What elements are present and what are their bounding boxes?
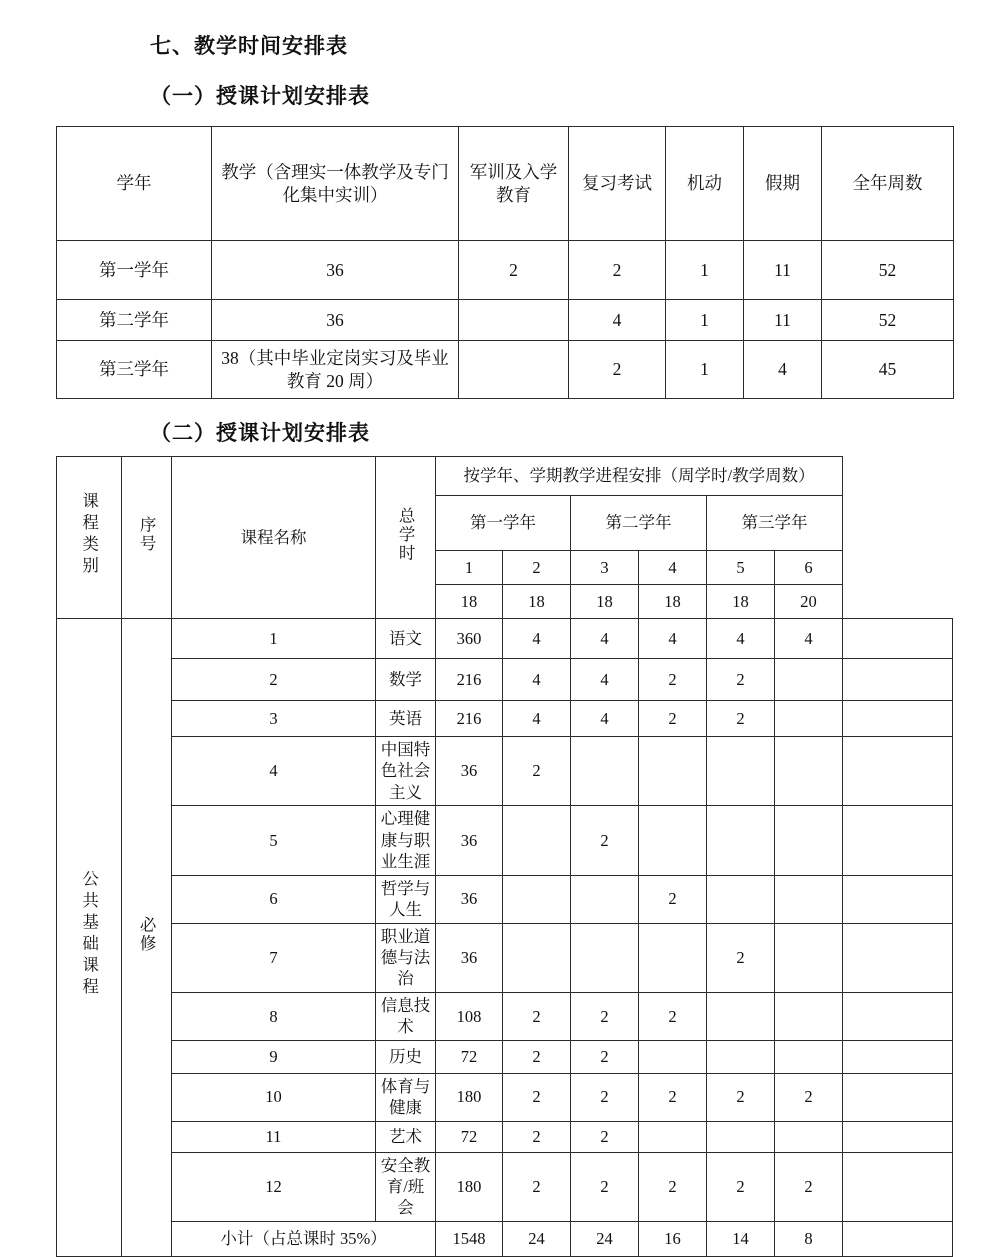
cell-s1 — [503, 875, 571, 923]
cell-s1: 2 — [503, 1040, 571, 1073]
header-review-exam: 复习考试 — [569, 127, 666, 241]
teaching-time-table — [56, 126, 954, 399]
course-subcategory-label: 必修 — [137, 916, 157, 954]
cell-index: 4 — [172, 737, 376, 806]
header-year-1: 第一学年 — [436, 496, 571, 551]
cell-course-name: 艺术 — [376, 1121, 436, 1152]
cell-vacation: 11 — [744, 241, 822, 300]
cell-total-weeks: 52 — [822, 241, 954, 300]
cell-s1: 4 — [503, 701, 571, 737]
cell-course-name: 数学 — [376, 659, 436, 701]
cell-s3: 2 — [639, 992, 707, 1040]
cell-s3: 2 — [639, 875, 707, 923]
header-weeks-6: 20 — [775, 585, 843, 619]
cell-teaching: 38（其中毕业定岗实习及毕业教育 20 周） — [212, 341, 459, 399]
cell-s2: 2 — [571, 1152, 639, 1221]
cell-s6 — [843, 923, 953, 992]
cell-index: 6 — [172, 875, 376, 923]
cell-course-name: 英语 — [376, 701, 436, 737]
cell-s1: 4 — [503, 659, 571, 701]
cell-s4 — [707, 992, 775, 1040]
cell-review: 2 — [569, 241, 666, 300]
cell-s6 — [843, 737, 953, 806]
cell-course-name: 心理健康与职业生涯 — [376, 806, 436, 875]
cell-vacation: 4 — [744, 341, 822, 399]
cell-s6 — [843, 806, 953, 875]
header-index-label: 序号 — [137, 516, 157, 554]
course-plan-table — [56, 456, 953, 1257]
cell-s5 — [775, 737, 843, 806]
header-course-name: 课程名称 — [172, 457, 376, 619]
cell-total-hours: 216 — [436, 701, 503, 737]
cell-review: 4 — [569, 300, 666, 341]
cell-course-name: 中国特色社会主义 — [376, 737, 436, 806]
table-subtotal-row — [57, 1221, 953, 1256]
table-row — [57, 701, 953, 737]
cell-course-name: 信息技术 — [376, 992, 436, 1040]
cell-s3: 2 — [639, 659, 707, 701]
cell-s5: 4 — [775, 619, 843, 659]
cell-s1: 2 — [503, 1121, 571, 1152]
header-total-weeks: 全年周数 — [822, 127, 954, 241]
cell-total-hours: 72 — [436, 1040, 503, 1073]
cell-s1: 2 — [503, 1152, 571, 1221]
cell-s5 — [775, 923, 843, 992]
cell-s5 — [775, 875, 843, 923]
table-row — [57, 1121, 953, 1152]
cell-course-name: 安全教育/班会 — [376, 1152, 436, 1221]
cell-s6 — [843, 1040, 953, 1073]
cell-total-hours: 36 — [436, 737, 503, 806]
cell-s2 — [571, 923, 639, 992]
cell-s3 — [639, 806, 707, 875]
subsection-heading-2: （二）授课计划安排表 — [150, 421, 370, 445]
cell-s1: 2 — [503, 992, 571, 1040]
cell-s4 — [707, 1121, 775, 1152]
cell-total-hours: 72 — [436, 1121, 503, 1152]
cell-index: 8 — [172, 992, 376, 1040]
cell-s1: 4 — [503, 619, 571, 659]
cell-total-hours: 180 — [436, 1073, 503, 1121]
cell-s4 — [707, 737, 775, 806]
cell-s2: 2 — [571, 806, 639, 875]
cell-s3 — [639, 1121, 707, 1152]
cell-s1: 2 — [503, 1073, 571, 1121]
table-header-row — [57, 127, 954, 241]
cell-index: 5 — [172, 806, 376, 875]
header-weeks-3: 18 — [571, 585, 639, 619]
header-teaching: 教学（含理实一体教学及专门化集中实训） — [212, 127, 459, 241]
cell-s4 — [707, 1040, 775, 1073]
cell-course-name: 职业道德与法治 — [376, 923, 436, 992]
cell-subtotal-s2: 24 — [571, 1221, 639, 1256]
cell-year: 第一学年 — [57, 241, 212, 300]
section-heading: 七、教学时间安排表 — [150, 34, 348, 58]
cell-s5: 2 — [775, 1152, 843, 1221]
cell-s1: 2 — [503, 737, 571, 806]
cell-teaching: 36 — [212, 241, 459, 300]
cell-s2 — [571, 737, 639, 806]
cell-s5 — [775, 1121, 843, 1152]
cell-s2 — [571, 875, 639, 923]
cell-s1 — [503, 923, 571, 992]
cell-military — [459, 341, 569, 399]
header-index — [122, 457, 172, 619]
cell-s6 — [843, 1152, 953, 1221]
cell-total-hours: 108 — [436, 992, 503, 1040]
cell-total-hours: 360 — [436, 619, 503, 659]
header-semester-1: 1 — [436, 551, 503, 585]
header-progress-group: 按学年、学期教学进程安排（周学时/教学周数） — [436, 457, 843, 496]
table-row — [57, 619, 953, 659]
cell-year: 第二学年 — [57, 300, 212, 341]
cell-s6 — [843, 701, 953, 737]
header-semester-5: 5 — [707, 551, 775, 585]
cell-total-hours: 216 — [436, 659, 503, 701]
cell-s4: 2 — [707, 701, 775, 737]
cell-s2: 4 — [571, 619, 639, 659]
header-semester-4: 4 — [639, 551, 707, 585]
cell-s5 — [775, 701, 843, 737]
cell-course-subcategory — [122, 619, 172, 1257]
cell-index: 12 — [172, 1152, 376, 1221]
header-year: 学年 — [57, 127, 212, 241]
cell-s2: 2 — [571, 1040, 639, 1073]
cell-subtotal-s5: 8 — [775, 1221, 843, 1256]
cell-index: 11 — [172, 1121, 376, 1152]
table-row — [57, 300, 954, 341]
cell-s5 — [775, 659, 843, 701]
cell-flexible: 1 — [666, 241, 744, 300]
cell-s4 — [707, 875, 775, 923]
cell-military — [459, 300, 569, 341]
header-year-3: 第三学年 — [707, 496, 843, 551]
cell-s4: 2 — [707, 923, 775, 992]
table-row — [57, 659, 953, 701]
cell-s5 — [775, 806, 843, 875]
cell-index: 10 — [172, 1073, 376, 1121]
cell-total-weeks: 52 — [822, 300, 954, 341]
cell-s3: 2 — [639, 1073, 707, 1121]
cell-index: 3 — [172, 701, 376, 737]
header-semester-3: 3 — [571, 551, 639, 585]
cell-year: 第三学年 — [57, 341, 212, 399]
table-row — [57, 875, 953, 923]
cell-s3 — [639, 923, 707, 992]
header-total-hours — [376, 457, 436, 619]
header-total-hours-label: 总学时 — [396, 507, 416, 563]
cell-index: 7 — [172, 923, 376, 992]
cell-index: 2 — [172, 659, 376, 701]
table-row — [57, 1152, 953, 1221]
cell-subtotal-s3: 16 — [639, 1221, 707, 1256]
header-course-category — [57, 457, 122, 619]
cell-s2: 4 — [571, 701, 639, 737]
cell-s3: 2 — [639, 701, 707, 737]
cell-s6 — [843, 1073, 953, 1121]
cell-s2: 2 — [571, 1073, 639, 1121]
cell-s5 — [775, 992, 843, 1040]
header-year-2: 第二学年 — [571, 496, 707, 551]
cell-s3 — [639, 1040, 707, 1073]
cell-total-hours: 36 — [436, 923, 503, 992]
cell-course-name: 体育与健康 — [376, 1073, 436, 1121]
header-weeks-1: 18 — [436, 585, 503, 619]
cell-course-name: 语文 — [376, 619, 436, 659]
cell-s6 — [843, 1121, 953, 1152]
table-row — [57, 923, 953, 992]
table-row — [57, 1040, 953, 1073]
table-row — [57, 341, 954, 399]
cell-index: 9 — [172, 1040, 376, 1073]
cell-s2: 4 — [571, 659, 639, 701]
cell-s5: 2 — [775, 1073, 843, 1121]
cell-s4 — [707, 806, 775, 875]
header-semester-2: 2 — [503, 551, 571, 585]
cell-s4: 2 — [707, 1152, 775, 1221]
cell-total-hours: 36 — [436, 875, 503, 923]
header-flexible: 机动 — [666, 127, 744, 241]
cell-s4: 2 — [707, 1073, 775, 1121]
header-military-training: 军训及入学教育 — [459, 127, 569, 241]
cell-teaching: 36 — [212, 300, 459, 341]
cell-s6 — [843, 875, 953, 923]
cell-s5 — [775, 1040, 843, 1073]
cell-s2: 2 — [571, 1121, 639, 1152]
table-row — [57, 241, 954, 300]
cell-total-weeks: 45 — [822, 341, 954, 399]
cell-subtotal-label: 小计（占总课时 35%） — [172, 1221, 436, 1256]
cell-subtotal-hours: 1548 — [436, 1221, 503, 1256]
header-weeks-5: 18 — [707, 585, 775, 619]
subsection-heading-1: （一）授课计划安排表 — [150, 84, 370, 108]
cell-subtotal-s4: 14 — [707, 1221, 775, 1256]
cell-course-name: 历史 — [376, 1040, 436, 1073]
cell-s4: 2 — [707, 659, 775, 701]
cell-s3: 4 — [639, 619, 707, 659]
cell-subtotal-s6 — [843, 1221, 953, 1256]
header-semester-6: 6 — [775, 551, 843, 585]
header-vacation: 假期 — [744, 127, 822, 241]
table-row — [57, 1073, 953, 1121]
cell-s4: 4 — [707, 619, 775, 659]
cell-s6 — [843, 619, 953, 659]
cell-subtotal-s1: 24 — [503, 1221, 571, 1256]
cell-total-hours: 36 — [436, 806, 503, 875]
course-category-label: 公共基础课程 — [79, 870, 99, 1000]
cell-s6 — [843, 659, 953, 701]
cell-vacation: 11 — [744, 300, 822, 341]
cell-s6 — [843, 992, 953, 1040]
cell-s2: 2 — [571, 992, 639, 1040]
cell-s3: 2 — [639, 1152, 707, 1221]
cell-course-category — [57, 619, 122, 1257]
cell-review: 2 — [569, 341, 666, 399]
cell-flexible: 1 — [666, 341, 744, 399]
header-course-category-label: 课程类别 — [79, 491, 99, 578]
header-weeks-2: 18 — [503, 585, 571, 619]
table-header-row-group — [57, 457, 953, 496]
cell-military: 2 — [459, 241, 569, 300]
cell-index: 1 — [172, 619, 376, 659]
cell-course-name: 哲学与人生 — [376, 875, 436, 923]
cell-flexible: 1 — [666, 300, 744, 341]
table-row — [57, 737, 953, 806]
cell-s1 — [503, 806, 571, 875]
table-row — [57, 992, 953, 1040]
table-row — [57, 806, 953, 875]
cell-s3 — [639, 737, 707, 806]
cell-total-hours: 180 — [436, 1152, 503, 1221]
header-weeks-4: 18 — [639, 585, 707, 619]
